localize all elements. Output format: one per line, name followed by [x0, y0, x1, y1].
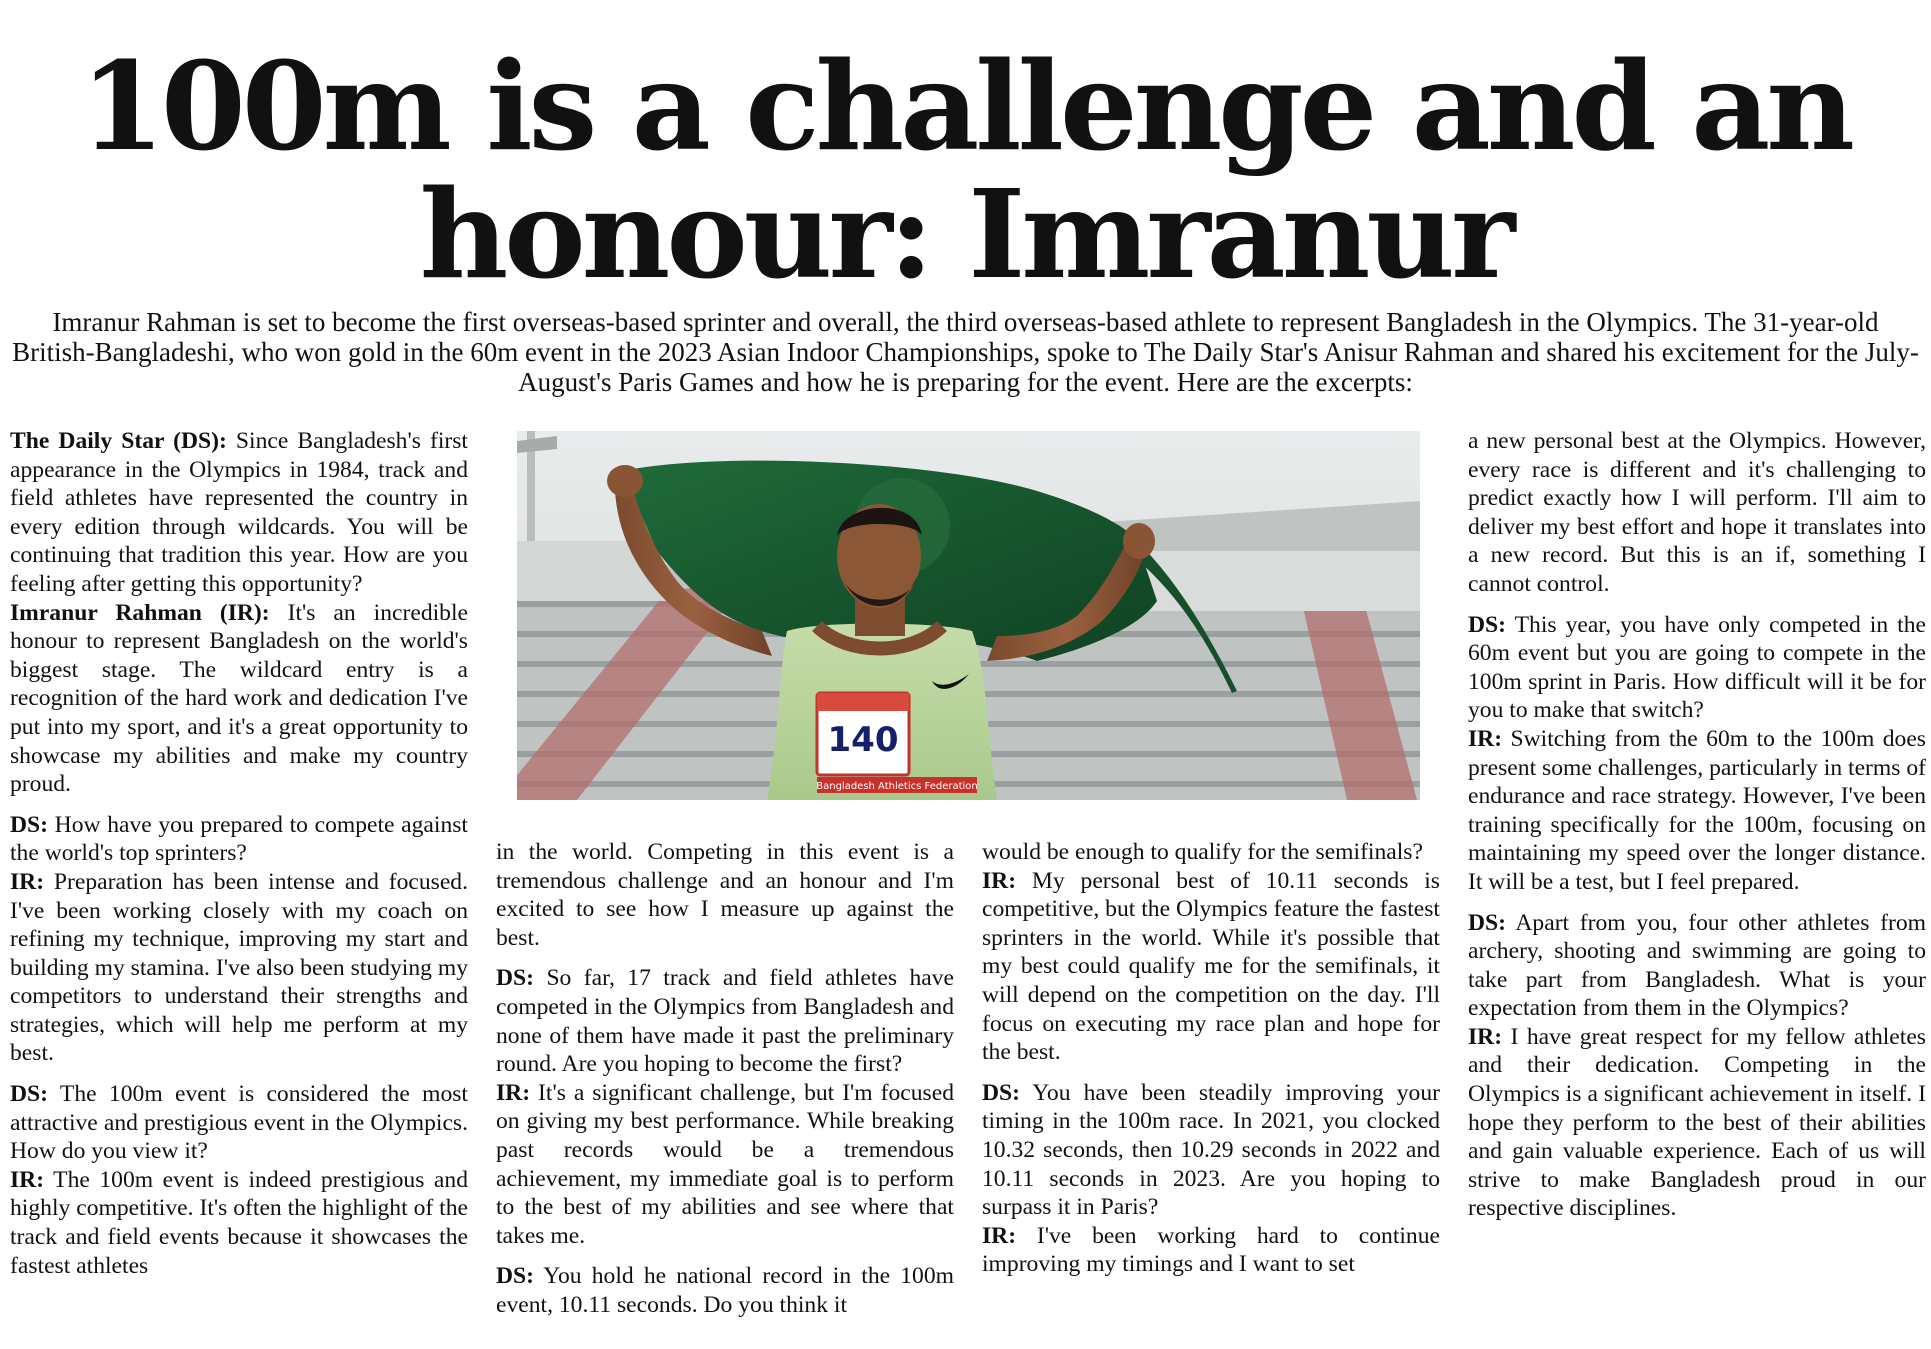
- question: [1468, 611, 1926, 725]
- bib-footer: Bangladesh Athletics Federation: [816, 781, 978, 792]
- speaker: DS:: [10, 811, 49, 838]
- headline: 100m is a challenge and an honour: Imranur: [80, 34, 1851, 306]
- speaker: IR:: [1468, 725, 1503, 752]
- athlete-photo: [517, 431, 1420, 800]
- column-4: [1468, 427, 1926, 1235]
- answer: [982, 867, 1440, 1067]
- text: I've been working hard to continue improving my timings and I want to set: [982, 1222, 1440, 1278]
- speaker: Imranur Rahman (IR):: [10, 599, 270, 626]
- speaker: DS:: [10, 1081, 49, 1108]
- speaker: DS:: [1468, 611, 1507, 638]
- text: How have you prepared to compete against the world's top sprinters?: [10, 811, 468, 867]
- speaker: IR:: [982, 1222, 1017, 1249]
- intro-standfirst: Imranur Rahman is set to become the first overseas-based sprinter and overall, the third overseas-based athlete to represent Bangladesh in the Olympics. The 31-year-old British-Bangladeshi, who won gold in the 60m event in the 2023 Asian Indoor Championships, spoke to The Daily Star's Anisur Rahman and shared his excitement for the July-August's Paris Games and how he is preparing for the event. Here are the excerpts:: [12, 307, 1919, 397]
- text: in the world. Competing in this event is a tremendous challenge and an honour and I'm excited to see how I measure up against the best.: [496, 839, 954, 951]
- text: My personal best of 10.11 seconds is competitive, but the Olympics feature the fastest sprinters in the world. While it's possible that my best could qualify me for the semifinals, it will depend on the competition on the day. I'll focus on executing my race plan and hope for the best.: [982, 867, 1440, 1066]
- column-3: [982, 838, 1440, 1291]
- answer-continued: [496, 838, 954, 952]
- question-continued: [982, 838, 1440, 867]
- speaker: IR:: [10, 868, 45, 895]
- text: You have been steadily improving your timing in the 100m race. In 2021, you clocked 10.32 seconds, then 10.29 seconds in 2022 and 10.11 seconds in 2023. Are you hoping to surpass it in Paris?: [982, 1079, 1440, 1221]
- answer: [10, 599, 468, 799]
- question: [10, 427, 468, 599]
- question: [10, 1080, 468, 1166]
- answer: [1468, 725, 1926, 897]
- speaker: DS:: [496, 965, 535, 992]
- speaker: IR:: [982, 867, 1017, 894]
- text: It's an incredible honour to represent Bangladesh on the world's biggest stage. The wildcard entry is a recognition of the hard work and dedication I've put into my sport, and it's a great opportunity to showcase my abilities and make my country proud.: [10, 599, 469, 798]
- answer: [496, 1079, 954, 1251]
- answer: [10, 868, 468, 1068]
- text: You hold he national record in the 100m event, 10.11 seconds. Do you think it: [496, 1263, 954, 1318]
- question: [496, 1262, 954, 1319]
- text: So far, 17 track and field athletes have competed in the Olympics from Bangladesh and none of them have made it past the preliminary round. Are you hoping to become the first?: [496, 965, 954, 1078]
- text: This year, you have only competed in the 60m event but you are going to compete in the 100m sprint in Paris. How difficult will it be for you to make that switch?: [1468, 611, 1926, 724]
- speaker: IR:: [496, 1079, 531, 1106]
- text: a new personal best at the Olympics. However, every race is different and it's challenging to predict exactly how I will perform. I'll aim to deliver my best effort and hope it translates into a new record. But this is an if, something I cannot control.: [1468, 428, 1926, 597]
- answer: [982, 1222, 1440, 1279]
- speaker: The Daily Star (DS):: [10, 428, 227, 454]
- text: Preparation has been intense and focused. I've been working closely with my coach on refining my technique, improving my start and building my stamina. I've also been studying my competitors to understand their strengths and strategies, which will help me perform at my best.: [10, 868, 468, 1067]
- answer-continued: [1468, 427, 1926, 599]
- speaker: DS:: [1468, 909, 1507, 936]
- text: The 100m event is considered the most attractive and prestigious event in the Olympics. How do you view it?: [10, 1081, 468, 1165]
- text: I have great respect for my fellow athletes and their dedication. Competing in the Olympics is a significant achievement in itself. I hope they perform to the best of their abilities and gain valuable experience. Each of us will strive to make Bangladesh proud in our respective disciplines.: [1468, 1023, 1926, 1222]
- answer: [1468, 1023, 1926, 1223]
- speaker: IR:: [10, 1166, 45, 1193]
- question: [1468, 909, 1926, 1023]
- column-2: [496, 838, 954, 1332]
- text: Since Bangladesh's first appearance in the Olympics in 1984, track and field athletes have represented the country in every edition through wildcards. You will be continuing that tradition this year. How are you feeling after getting this opportunity?: [10, 428, 468, 597]
- speaker: DS:: [982, 1079, 1021, 1106]
- text: The 100m event is indeed prestigious and highly competitive. It's often the highlight of the track and field events because it showcases the fastest athletes: [10, 1166, 468, 1279]
- answer: [10, 1166, 468, 1280]
- bib-number: 140: [827, 720, 899, 760]
- speaker: DS:: [496, 1263, 535, 1290]
- question: [10, 811, 468, 868]
- speaker: IR:: [1468, 1023, 1503, 1050]
- question: [496, 964, 954, 1078]
- text: Apart from you, four other athletes from archery, shooting and swimming are going to take part from Bangladesh. What is your expectation from them in the Olympics?: [1468, 909, 1926, 1022]
- column-1: [10, 427, 468, 1292]
- text: Switching from the 60m to the 100m does present some challenges, particularly in terms of endurance and race strategy. However, I've been training specifically for the 100m, focusing on maintaining my speed over the longer distance. It will be a test, but I feel prepared.: [1468, 725, 1926, 895]
- text: It's a significant challenge, but I'm focused on giving my best performance. While breaking past records would be a tremendous achievement, my immediate goal is to perform to the best of my abilities and see where that takes me.: [496, 1079, 954, 1249]
- question: [982, 1079, 1440, 1222]
- text: would be enough to qualify for the semifinals?: [982, 839, 1423, 865]
